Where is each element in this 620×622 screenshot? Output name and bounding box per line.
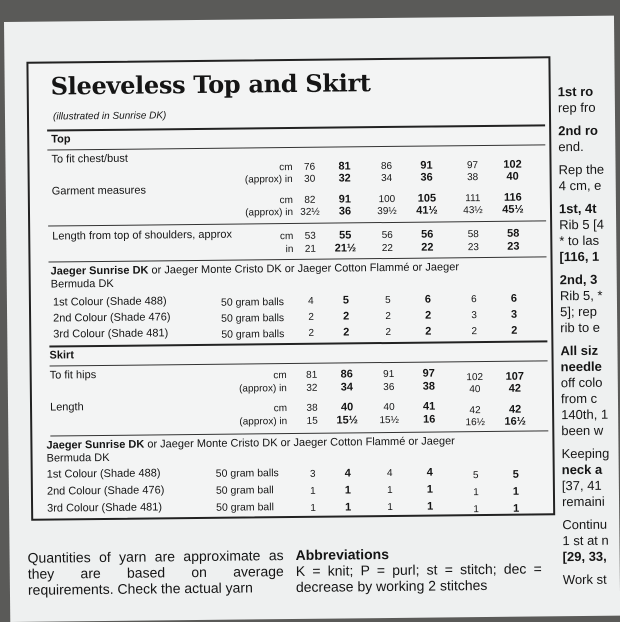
measurements-table <box>26 56 555 520</box>
abbreviations-text: K = knit; P = purl; st = stitch; dec = decrease by working 2 stitches <box>295 560 542 595</box>
top-heading: Top <box>51 133 71 146</box>
subtitle: (illustrated in Sunrise DK) <box>52 110 167 123</box>
page-title: Sleeveless Top and Skirt <box>50 68 371 101</box>
top-row-fit-in: (approx) in 30 32 34 36 38 40 <box>244 170 519 186</box>
top-row-garment-cm: cm 82 91 100 105 111 116 <box>279 191 522 207</box>
right-column: 1st ro rep fro 2nd ro end. Rep the 4 cm, e 1st, 4t Rib 5 [4 * to las [116, 1 2nd, 3 Rib 5, * 5]; rep rib to e All siz needle off colo from c 140th, 1 been w Keeping neck a [37, 41 remaini Continu 1 st at n [29, 33, Work st <box>557 83 610 588</box>
divider <box>47 144 545 150</box>
garment-label: Garment measures <box>51 184 146 198</box>
top-row-length-in: in 21 21½ 22 22 23 23 <box>285 240 520 256</box>
length-label: Length from top of shoulders, approx <box>52 228 233 243</box>
top-row-length-cm: cm 53 55 56 56 58 58 <box>279 227 520 243</box>
top-yarn-description: Jaeger Sunrise DK or Jaeger Monte Cristo DK or Jaeger Cotton Flammé or Jaeger Bermuda DK <box>50 261 460 291</box>
skirt-row-length-cm: cm 38 40 40 41 42 42 <box>273 400 522 417</box>
divider <box>48 220 546 226</box>
abbreviations-heading: Abbreviations <box>295 545 390 563</box>
top-fit-label: To fit chest/bust <box>51 152 128 166</box>
top-colour-row: 1st Colour (Shade 488) 50 gram balls 4 5 5 6 6 6 <box>52 292 518 309</box>
skirt-row-fit-cm: cm 81 86 91 97 102 107 <box>273 367 524 384</box>
top-colour-row: 3rd Colour (Shade 481) 50 gram balls 2 2 2 2 2 2 <box>53 324 518 341</box>
skirt-yarn-description: Jaeger Sunrise DK or Jaeger Monte Cristo DK or Jaeger Cotton Flammé or Jaeger Bermuda DK <box>46 435 455 465</box>
divider <box>49 340 547 347</box>
skirt-row-fit-in: (approx) in 32 34 36 38 40 42 <box>238 380 522 396</box>
yarn-note: Quantities of yarn are approximate as they are based on average requirements. Check the actual yarn <box>27 547 284 598</box>
skirt-colour-row: 2nd Colour (Shade 476) 50 gram ball 1 1 1 1 1 1 <box>46 483 520 499</box>
pattern-page <box>4 16 620 622</box>
divider <box>50 360 548 366</box>
top-row-fit-cm: cm 76 81 86 91 97 102 <box>279 158 522 174</box>
divider <box>47 124 545 131</box>
top-row-garment-in: (approx) in 32½ 36 39½ 41½ 43½ 45½ <box>245 203 524 219</box>
skirt-fit-label: To fit hips <box>49 369 97 382</box>
skirt-row-length-in: (approx) in 15 15½ 15½ 16 16½ 16½ <box>239 413 526 429</box>
skirt-colour-row: 1st Colour (Shade 488) 50 gram balls 3 4 4 4 5 5 <box>46 466 519 482</box>
skirt-colour-row: 3rd Colour (Shade 481) 50 gram ball 1 1 1 1 1 1 <box>47 500 520 516</box>
skirt-length-label: Length <box>49 401 84 414</box>
skirt-heading: Skirt <box>49 349 75 362</box>
top-colour-row: 2nd Colour (Shade 476) 50 gram balls 2 2 2 2 3 3 <box>53 308 518 325</box>
abbreviations <box>296 544 542 595</box>
